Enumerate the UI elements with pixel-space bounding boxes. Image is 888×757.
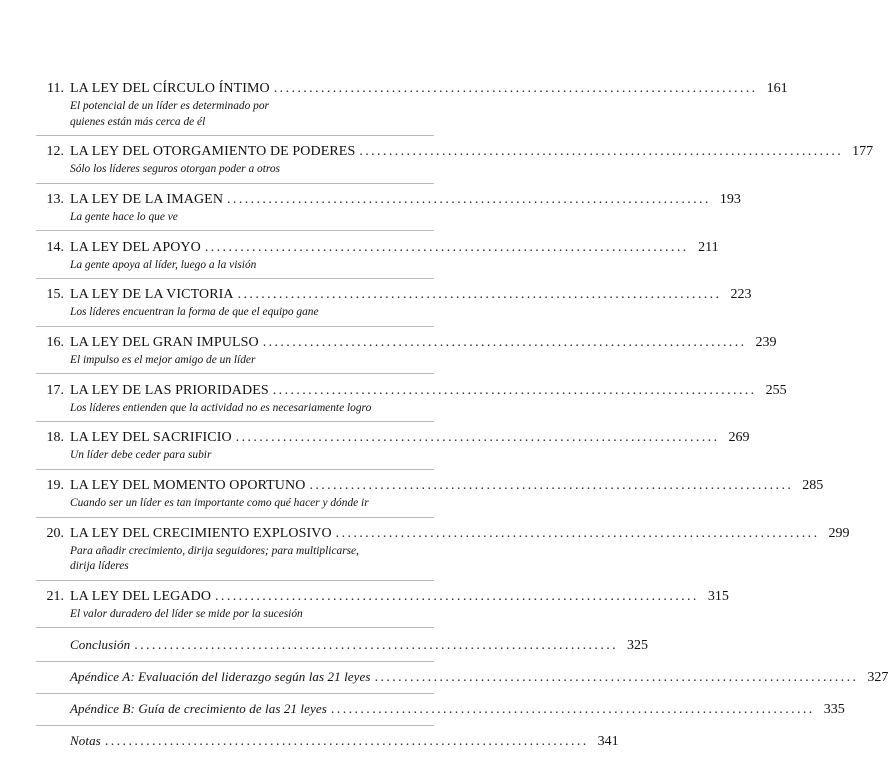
toc-entry-17 xyxy=(36,382,787,423)
toc-entry-notes xyxy=(36,732,619,751)
chapter-title: LA LEY DEL LEGADO xyxy=(70,588,212,604)
page-number: 193 xyxy=(719,191,741,207)
dot-leader: .................................................................................. xyxy=(262,334,747,350)
toc-entry-line xyxy=(36,429,750,447)
chapter-description: El potencial de un líder es determinado por xyxy=(70,100,269,112)
dot-leader: .................................................................................. xyxy=(204,239,689,255)
toc-entry-line xyxy=(36,700,845,719)
chapter-description: Los líderes entienden que la actividad no es necesariamente logro xyxy=(70,401,372,414)
dot-leader: .................................................................................. xyxy=(237,287,722,303)
page-number: 269 xyxy=(728,430,750,446)
chapter-number: 12. xyxy=(46,144,64,160)
dot-leader: .................................................................................. xyxy=(215,588,699,604)
toc-entry-line xyxy=(36,191,741,209)
chapter-number: 14. xyxy=(46,239,64,255)
toc-entry-line xyxy=(36,286,752,304)
page-number: 335 xyxy=(823,701,845,717)
toc-entry-line xyxy=(36,239,719,257)
back-matter-title: Notas xyxy=(70,732,101,748)
chapter-description: El impulso es el mejor amigo de un líder xyxy=(70,353,256,366)
toc-entry-conclusion xyxy=(36,636,649,662)
chapter-number: 15. xyxy=(46,287,64,303)
chapter-title: LA LEY DEL MOMENTO OPORTUNO xyxy=(70,478,306,493)
dot-leader: .................................................................................. xyxy=(335,525,820,541)
toc-entry-11 xyxy=(36,80,788,136)
chapter-number: 19. xyxy=(46,478,64,493)
dot-leader: .................................................................................. xyxy=(227,191,711,207)
toc-entry-line xyxy=(36,143,874,161)
toc-entry-appendix-a xyxy=(36,668,888,694)
chapter-description: La gente hace lo que ve xyxy=(70,210,178,223)
toc-entry-line xyxy=(36,588,729,606)
chapter-number: 17. xyxy=(46,382,64,398)
page-number: 299 xyxy=(828,525,850,541)
dot-leader: .................................................................................. xyxy=(273,81,758,96)
page-number: 285 xyxy=(802,478,824,493)
chapter-description: Sólo los líderes seguros otorgan poder a otros xyxy=(70,163,280,176)
chapter-title: LA LEY DEL OTORGAMIENTO DE PODERES xyxy=(70,144,356,160)
toc-entry-15 xyxy=(36,286,752,327)
dot-leader: .................................................................................. xyxy=(235,430,720,446)
dot-leader: .................................................................................. xyxy=(272,382,757,398)
back-matter-title: Apéndice A: Evaluación del liderazgo según las 21 leyes xyxy=(70,668,371,684)
chapter-description: Cuando ser un líder es tan importante como qué hacer y dónde ir xyxy=(70,497,369,509)
dot-leader: .................................................................................. xyxy=(104,733,589,749)
chapter-title: LA LEY DE LA IMAGEN xyxy=(70,191,224,207)
page-number: 161 xyxy=(766,81,788,96)
toc-entry-line xyxy=(36,732,619,751)
page-number: 325 xyxy=(627,637,649,653)
chapter-number: 16. xyxy=(46,334,64,350)
toc-entry-16 xyxy=(36,334,777,375)
toc-entry-line xyxy=(36,668,888,687)
toc-entry-20 xyxy=(36,525,850,581)
toc-entry-line xyxy=(36,382,787,400)
toc-entry-19 xyxy=(36,477,824,518)
chapter-description: Para añadir crecimiento, dirija seguidores; para multiplicarse, xyxy=(70,544,359,557)
toc-entry-13 xyxy=(36,191,741,232)
chapter-number: 11. xyxy=(47,81,64,96)
toc-entry-line xyxy=(36,334,777,352)
chapter-title: LA LEY DE LA VICTORIA xyxy=(70,287,234,303)
chapter-number: 21. xyxy=(46,588,64,604)
chapter-title: LA LEY DEL SACRIFICIO xyxy=(70,430,232,446)
toc-entry-line xyxy=(36,636,649,655)
dot-leader: .................................................................................. xyxy=(309,478,794,493)
page-number: 223 xyxy=(730,287,752,303)
page-number: 211 xyxy=(698,239,719,255)
back-matter-title: Conclusión xyxy=(70,636,131,652)
chapter-number: 18. xyxy=(46,430,64,446)
dot-leader: .................................................................................. xyxy=(330,701,815,717)
page-number: 327 xyxy=(867,669,888,685)
chapter-title: LA LEY DE LAS PRIORIDADES xyxy=(70,382,269,398)
toc-entry-line xyxy=(36,477,824,495)
toc-entry-12 xyxy=(36,143,874,184)
table-of-contents xyxy=(36,80,888,757)
chapter-title: LA LEY DEL GRAN IMPULSO xyxy=(70,334,259,350)
page-number: 315 xyxy=(707,588,729,604)
chapter-description: Los líderes encuentran la forma de que el equipo gane xyxy=(70,306,319,319)
chapter-description: El valor duradero del líder se mide por la sucesión xyxy=(70,607,303,620)
chapter-title: LA LEY DEL APOYO xyxy=(70,239,201,255)
toc-entry-14 xyxy=(36,239,719,280)
chapter-number: 13. xyxy=(46,191,64,207)
dot-leader: .................................................................................. xyxy=(134,637,619,653)
toc-entry-appendix-b xyxy=(36,700,845,726)
toc-entry-line xyxy=(36,80,788,98)
page-number: 239 xyxy=(755,334,777,350)
back-matter-title: Apéndice B: Guía de crecimiento de las 21 leyes xyxy=(70,700,327,716)
chapter-description: dirija líderes xyxy=(70,560,129,573)
chapter-description: La gente apoya al líder, luego a la visión xyxy=(70,258,257,271)
dot-leader: .................................................................................. xyxy=(359,144,844,160)
page-number: 177 xyxy=(852,144,874,160)
dot-leader: .................................................................................. xyxy=(374,669,859,685)
chapter-number: 20. xyxy=(46,525,64,541)
toc-entry-line xyxy=(36,525,850,543)
toc-entry-18 xyxy=(36,429,750,470)
chapter-title: LA LEY DEL CÍRCULO ÍNTIMO xyxy=(70,81,270,96)
page-number: 255 xyxy=(765,382,787,398)
chapter-title: LA LEY DEL CRECIMIENTO EXPLOSIVO xyxy=(70,525,332,541)
chapter-description: quienes están más cerca de él xyxy=(70,115,206,128)
page-number: 341 xyxy=(597,733,619,749)
chapter-description: Un líder debe ceder para subir xyxy=(70,449,212,462)
toc-entry-21 xyxy=(36,588,729,629)
